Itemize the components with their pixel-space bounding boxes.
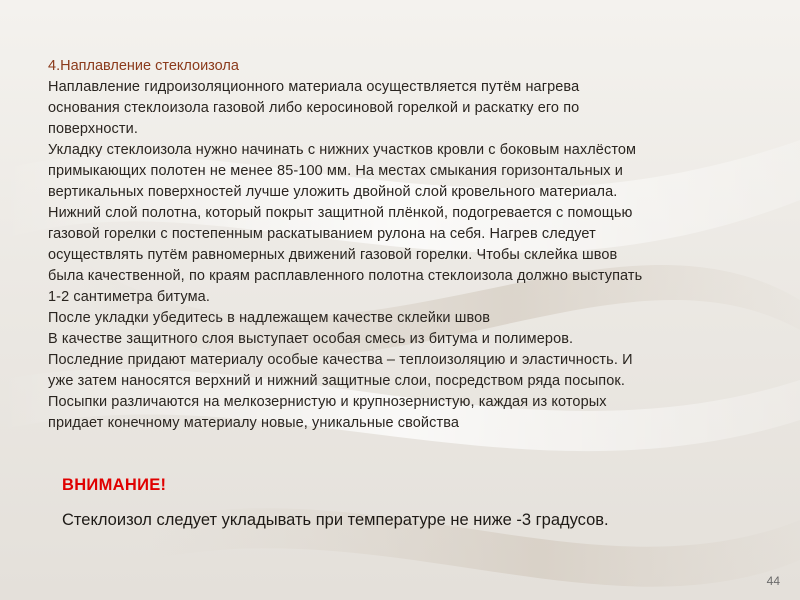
paragraph: [48, 308, 788, 329]
text-line: Последние придают материалу особые качества – теплоизоляцию и эластичность. И: [48, 352, 633, 368]
text-line: В качестве защитного слоя выступает особая смесь из битума и полимеров.: [48, 331, 574, 347]
text-line: Посыпки различаются на мелкозернистую и крупнозернистую, каждая из которых: [48, 394, 607, 410]
text-line: Укладку стеклоизола нужно начинать с нижних участков кровли с боковым нахлёстом: [48, 142, 637, 158]
paragraph: [48, 329, 788, 434]
slide-heading: 4.Наплавление стеклоизола: [48, 58, 239, 74]
text-line: осуществлять путём равномерных движений газовой горелки. Чтобы склейка швов: [48, 247, 618, 263]
text-line: уже затем наносятся верхний и нижний защитные слои, посредством ряда посыпок.: [48, 373, 625, 389]
page-number: 44: [766, 574, 780, 588]
text-line: поверхности.: [48, 121, 138, 137]
text-line: примыкающих полотен не менее 85-100 мм. На местах смыкания горизонтальных и: [48, 163, 623, 179]
paragraph: [48, 77, 788, 140]
paragraph: [48, 140, 788, 308]
slide-body: [48, 77, 788, 434]
warning-title: ВНИМАНИЕ!: [62, 476, 167, 494]
text-line: Нижний слой полотна, который покрыт защитной плёнкой, подогревается с помощью: [48, 205, 633, 221]
text-line: 1-2 сантиметра битума.: [48, 289, 210, 305]
text-line: была качественной, по краям расплавленного полотна стеклоизола должно выступать: [48, 268, 643, 284]
text-line: придает конечному материалу новые, уникальные свойства: [48, 415, 460, 431]
text-line: вертикальных поверхностей лучше уложить двойной слой кровельного материала.: [48, 184, 618, 200]
slide-content: [48, 56, 788, 434]
text-line: Наплавление гидроизоляционного материала осуществляется путём нагрева: [48, 79, 580, 95]
text-line: основания стеклоизола газовой либо керосиновой горелкой и раскатку его по: [48, 100, 580, 116]
warning-text: Стеклоизол следует укладывать при температуре не ниже -3 градусов.: [62, 511, 609, 529]
text-line: После укладки убедитесь в надлежащем качестве склейки швов: [48, 310, 491, 326]
text-line: газовой горелки с постепенным раскатыванием рулона на себя. Нагрев следует: [48, 226, 596, 242]
